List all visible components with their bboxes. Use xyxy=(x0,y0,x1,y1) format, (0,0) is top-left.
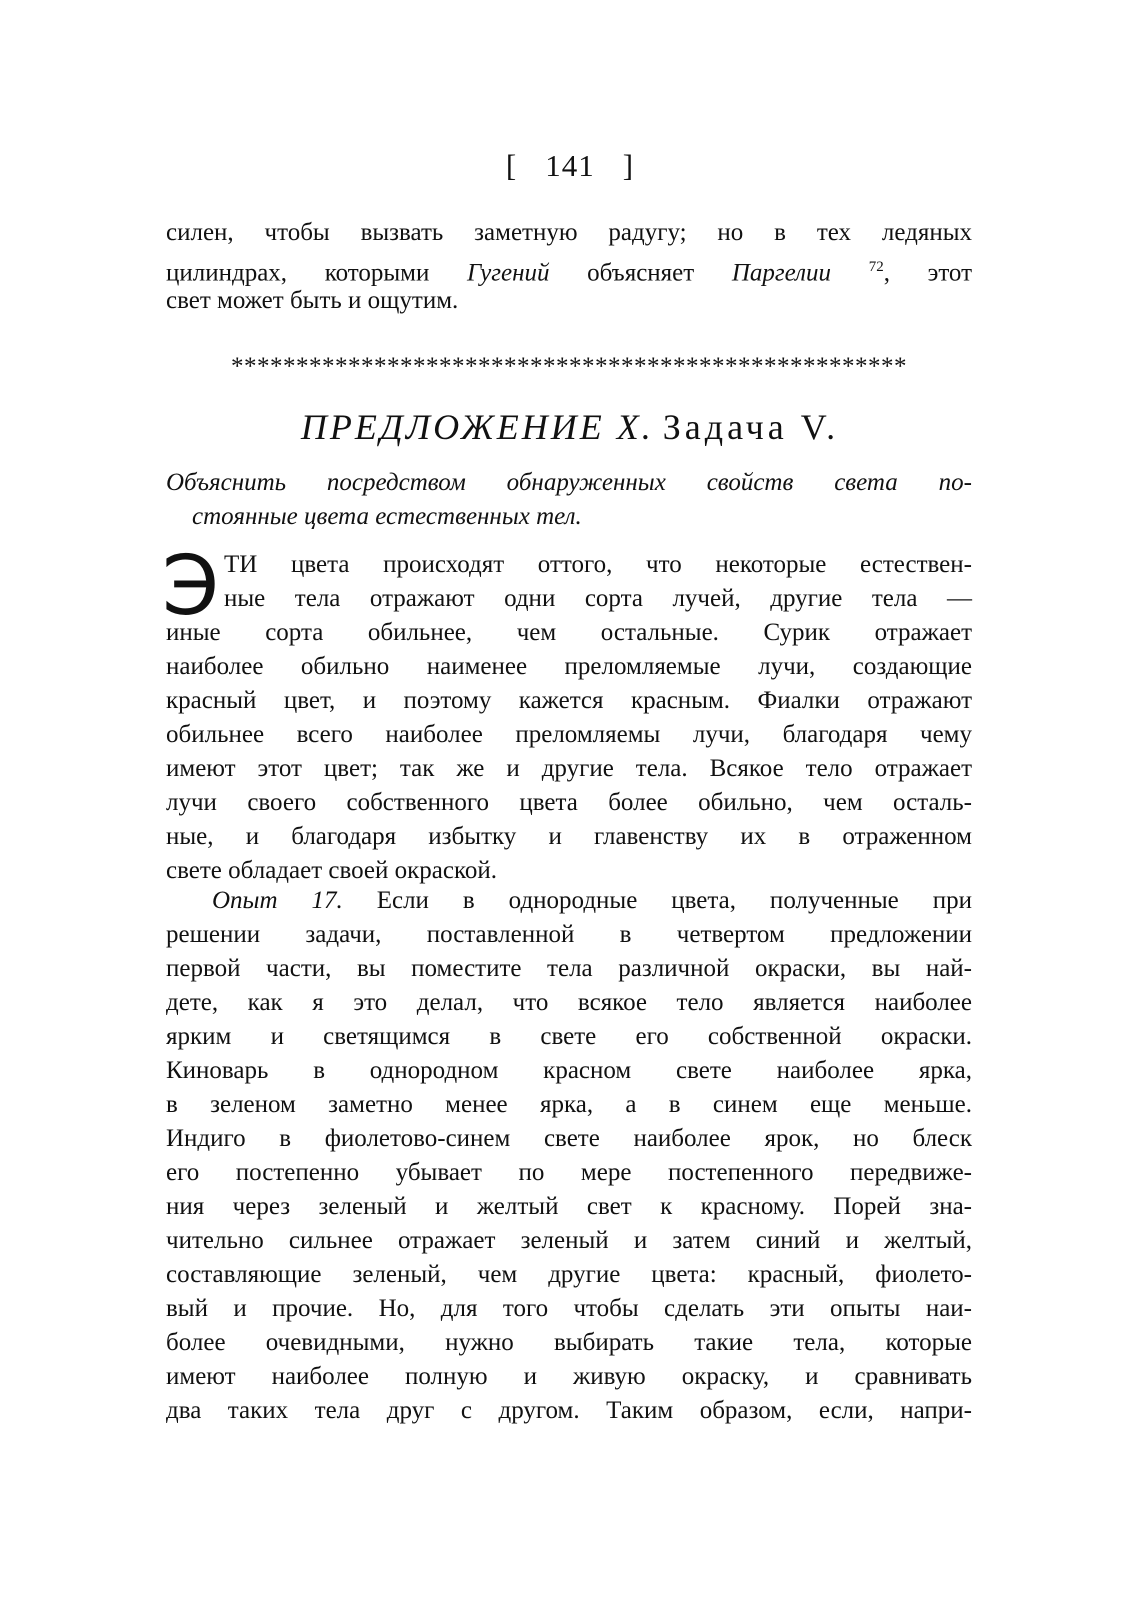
text-line: два таких тела друг с другом. Таким образом, если, напри- xyxy=(166,1397,972,1424)
text-fragment: цилиндрах, которыми xyxy=(166,259,430,287)
text-line: имеют наиболее полную и живую окраску, и сравнивать xyxy=(166,1363,972,1390)
text-line: его постепенно убывает по мере постепенного передвиже- xyxy=(166,1159,972,1186)
text-line: силен, чтобы вызвать заметную радугу; но в тех ледяных xyxy=(166,219,972,246)
drop-cap: Э xyxy=(162,539,220,634)
name-huygens: Гугений xyxy=(467,259,550,287)
text-line: ТИ цвета происходят оттого, что некоторые естествен- xyxy=(224,551,972,578)
page-number-value: 141 xyxy=(545,148,595,183)
text-line: ния через зеленый и желтый свет к красному. Порей зна- xyxy=(166,1193,972,1220)
task-statement xyxy=(166,466,972,534)
text-line: красный цвет, и поэтому кажется красным. Фиалки отражают xyxy=(166,687,972,714)
text-line: вый и прочие. Но, для того чтобы сделать эти опыты наи- xyxy=(166,1295,972,1322)
paragraph-1 xyxy=(166,548,972,888)
bracket-open: [ xyxy=(505,148,518,183)
text-line xyxy=(166,250,973,287)
text-line: ные, и благодаря избытку и главенству их в отраженном xyxy=(166,823,972,850)
text-line: имеют этот цвет; так же и другие тела. Всякое тело отражает xyxy=(166,755,972,782)
task-title: Задача V. xyxy=(662,407,840,447)
text-line: Киноварь в однородном красном свете наиболее ярка, xyxy=(166,1057,972,1084)
section-heading xyxy=(0,404,1140,450)
page-number xyxy=(0,148,1140,184)
text-line: стоянные цвета естественных тел. xyxy=(192,503,582,530)
text-line: ярким и светящимся в свете его собственной окраски. xyxy=(166,1023,972,1050)
text-line: в зеленом заметно менее ярка, а в синем еще меньше. xyxy=(166,1091,972,1118)
text-line: дете, как я это делал, что всякое тело является наиболее xyxy=(166,989,972,1016)
text-line xyxy=(166,884,972,918)
text-fragment: объясняет xyxy=(587,259,695,287)
text-line: первой части, вы поместите тела различной окраски, вы най- xyxy=(166,955,972,982)
proposition-title: ПРЕДЛОЖЕНИЕ X. xyxy=(300,407,654,447)
footnote-ref: 72 xyxy=(868,259,884,275)
text-fragment: Если в однородные цвета, полученные при xyxy=(376,887,972,914)
text-line: решении задачи, поставленной в четвертом предложении xyxy=(166,921,972,948)
text-line: Индиго в фиолетово-синем свете наиболее ярок, но блеск xyxy=(166,1125,972,1152)
text-line: свете обладает своей окраской. xyxy=(166,857,497,884)
text-line: ные тела отражают одни сорта лучей, другие тела — xyxy=(224,585,972,612)
bracket-close: ] xyxy=(622,148,635,183)
text-fragment: , этот xyxy=(883,259,973,287)
text-line: свет может быть и ощутим. xyxy=(166,287,459,314)
text-line: обильнее всего наиболее преломляемы лучи, благодаря чему xyxy=(166,721,972,748)
text-line: наиболее обильно наименее преломляемые лучи, создающие xyxy=(166,653,972,680)
text-line: иные сорта обильнее, чем остальные. Сурик отражает xyxy=(166,619,972,646)
text-line: лучи своего собственного цвета более обильно, чем осталь- xyxy=(166,789,972,816)
text-line: чительно сильнее отражает зеленый и затем синий и желтый, xyxy=(166,1227,972,1254)
separator-stars: **************************************************** xyxy=(231,353,907,380)
intro-text xyxy=(166,216,972,318)
text-line: составляющие зеленый, чем другие цвета: красный, фиолето- xyxy=(166,1261,972,1288)
text-line: более очевидными, нужно выбирать такие тела, которые xyxy=(166,1329,972,1356)
text-line: Объяснить посредством обнаруженных свойств света по- xyxy=(166,469,972,496)
paragraph-2 xyxy=(166,884,972,1428)
term-parhelia: Паргелии xyxy=(731,259,832,287)
experiment-label: Опыт 17. xyxy=(212,887,343,914)
